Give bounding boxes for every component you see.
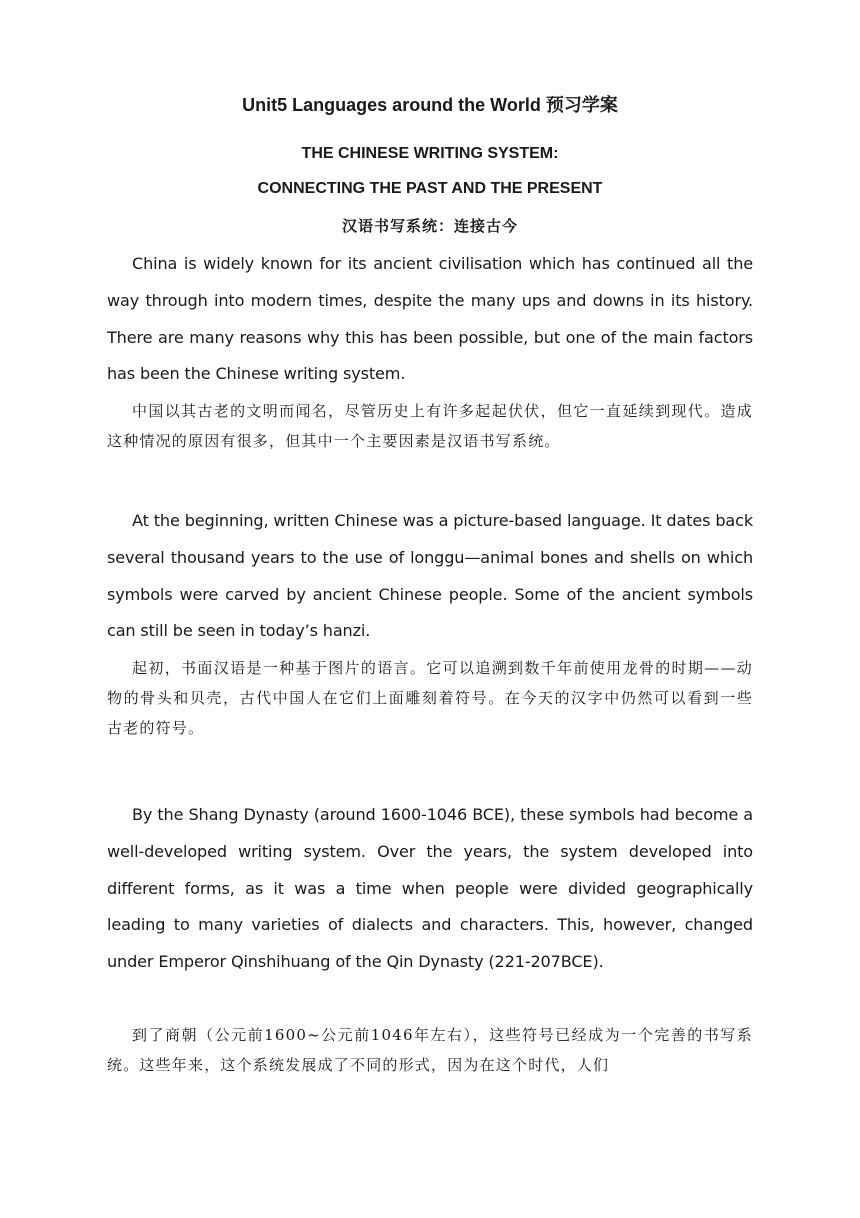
paragraph-1-english: China is widely known for its ancient civilisation which has continued all the way through into modern times, despite the many ups and downs in its history. There are many reasons why this has been possible, but one of the main factors has been the Chinese writing system. bbox=[107, 254, 753, 384]
paragraph-2-english: At the beginning, written Chinese was a picture-based language. It dates back several thousand years to the use of longgu—animal bones and shells on which symbols were carved by ancient Chinese people. Some of the ancient symbols can still be seen in today’s hanzi. bbox=[107, 511, 753, 641]
paragraph-1-chinese: 中国以其古老的文明而闻名，尽管历史上有许多起起伏伏，但它一直延续到现代。造成这种情况的原因有很多，但其中一个主要因素是汉语书写系统。 bbox=[107, 402, 753, 450]
paragraph-3-chinese: 到了商朝（公元前1600~公元前1046年左右），这些符号已经成为一个完善的书写系统。这些年来，这个系统发展成了不同的形式，因为在这个时代，人们 bbox=[107, 1026, 753, 1074]
paragraph-3-english: By the Shang Dynasty (around 1600-1046 BCE), these symbols had become a well-developed writing system. Over the years, the system developed into different forms, as it was a time when people were divided geographically leading to many varieties of dialects and characters. This, however, changed under Emperor Qinshihuang of the Qin Dynasty (221-207BCE). bbox=[107, 805, 753, 972]
paragraph-2-chinese: 起初，书面汉语是一种基于图片的语言。它可以追溯到数千年前使用龙骨的时期——动物的骨头和贝壳，古代中国人在它们上面雕刻着符号。在今天的汉字中仍然可以看到一些古老的符号。 bbox=[107, 659, 753, 737]
document-title: Unit5 Languages around the World 预习学案 bbox=[242, 95, 618, 115]
subtitle-chinese: 汉语书写系统：连接古今 bbox=[341, 217, 518, 235]
subtitle-line-2: CONNECTING THE PAST AND THE PRESENT bbox=[257, 180, 603, 197]
subtitle-line-1: THE CHINESE WRITING SYSTEM: bbox=[301, 145, 559, 162]
